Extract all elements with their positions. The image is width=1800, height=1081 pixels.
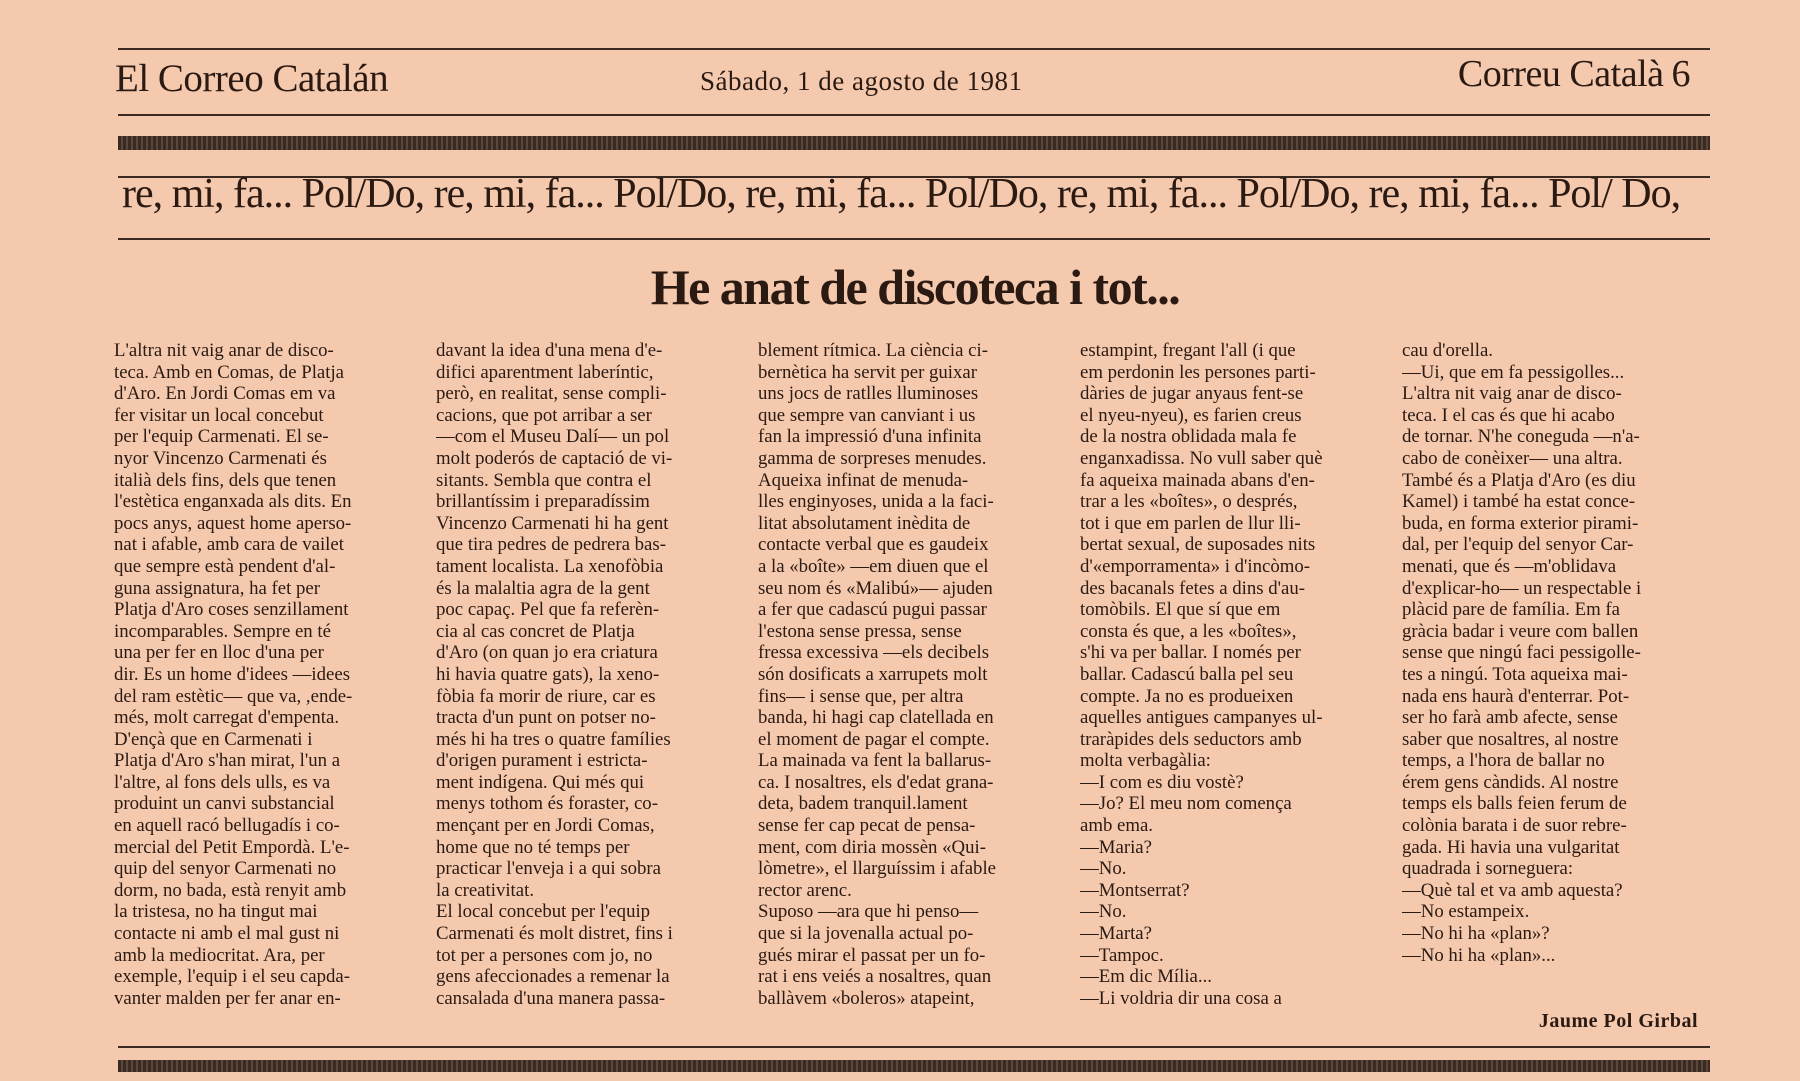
- heavy-rule: [118, 136, 1710, 150]
- bottom-rule: [118, 1046, 1710, 1048]
- article-column: davant la idea d'una mena d'e- difici aparentment laberíntic, però, en realitat, sense compli- cacions, que pot arribar a ser —com el Museu Dalí— un pol molt poderós de captació de vi- sitants. Sembla que contra el brillantíssim i preparadíssim Vincenzo Carmenati hi ha gent que tira pedres de pedrera bas- tament localista. La xenofòbia és la malaltia agra de la gent poc capaç. Pel que fa referèn- cia al cas concret de Platja d'Aro (on quan jo era criatura hi havia quatre gats), la xeno- fòbia fa morir de riure, car es tracta d'un punt on potser no- més hi ha tres o quatre famílies d'origen purament i estricta- ment indígena. Qui més qui menys tothom és foraster, co- mençant per en Jordi Comas, home que no té temps per practicar l'enveja i a qui sobra la creativitat. El local concebut per l'equip Carmenati és molt distret, fins i tot per a persones com jo, no gens afeccionades a remenar la cansalada d'una manera passa-: [436, 340, 673, 1009]
- bottom-heavy-rule: [118, 1060, 1710, 1072]
- article-column: estampint, fregant l'all (i que em perdonin les persones parti- dàries de jugar anyaus fent-se el nyeu-nyeu), es farien creus de la nostra oblidada mala fe enganxadissa. No vull saber què fa aqueixa mainada abans d'en- trar a les «boîtes», o després, tot i que em parlen de llur lli- bertat sexual, de suposades nits d'«emporramenta» i d'incòmo- des bacanals fetes a dins d'au- tomòbils. El que sí que em consta és que, a les «boîtes», s'hi va per ballar. I només per ballar. Cadascú balla pel seu compte. Ja no es produeixen aquelles antigues campanyes ul- traràpides dels seductors amb molta verbagàlia: —I com es diu vostè? —Jo? El meu nom comença amb ema. —Maria? —No. —Montserrat? —No. —Marta? —Tampoc. —Em dic Mília... —Li voldria dir una cosa a: [1080, 340, 1323, 1009]
- author-signature: Jaume Pol Girbal: [1538, 1010, 1698, 1032]
- article-column: L'altra nit vaig anar de disco- teca. Amb en Comas, de Platja d'Aro. En Jordi Comas em va fer visitar un local concebut per l'equip Carmenati. El se- nyor Vincenzo Carmenati és italià dels fins, dels que tenen l'estètica enganxada als dits. En pocs anys, aquest home aperso- nat i afable, amb cara de vailet que sempre està pendent d'al- guna assignatura, ha fet per Platja d'Aro coses senzillament incomparables. Sempre en té una per fer en lloc d'una per dir. Es un home d'idees —idees del ram estètic— que va, ,ende- més, molt carregat d'empenta. D'ençà que en Carmenati i Platja d'Aro s'han mirat, l'un a l'altre, al fons dels ulls, es va produint un canvi substancial en aquell racó bellugadís i co- mercial del Petit Empordà. L'e- quip del senyor Carmenati no dorm, no bada, està renyit amb la tristesa, no ha tingut mai contacte ni amb el mal gust ni amb la mediocritat. Ara, per exemple, l'equip i el seu capda- vanter malden per fer anar en-: [114, 340, 353, 1009]
- section-banner: re, mi, fa... Pol/Do, re, mi, fa... Pol/Do, re, mi, fa... Pol/Do, re, mi, fa... Pol/Do, re, mi, fa... Pol/ Do,: [122, 171, 1681, 217]
- section-name: Correu Català: [1457, 53, 1664, 95]
- section-title: [1458, 52, 1690, 96]
- page-number: 6: [1671, 53, 1690, 95]
- masthead: [0, 52, 1800, 102]
- article-column: cau d'orella. —Ui, que em fa pessigolles... L'altra nit vaig anar de disco- teca. I el cas és que hi acabo de tornar. N'he coneguda —n'a- cabo de conèixer— una altra. També és a Platja d'Aro (es diu Kamel) i també ha estat conce- buda, en forma exterior pirami- dal, per l'equip del senyor Car- menati, que és —m'oblidava d'explicar-ho— un respectable i plàcid pare de família. Em fa gràcia badar i veure com ballen sense que ningú faci pessigolle- tes a ningú. Tota aqueixa mai- nada ens haurà d'enterrar. Pot- ser ho farà amb afecte, sense saber que nosaltres, al nostre temps, a l'hora de ballar no érem gens càndids. Al nostre temps els balls feien ferum de colònia barata i de suor rebre- gada. Hi havia una vulgaritat quadrada i sorneguera: —Què tal et va amb aquesta? —No estampeix. —No hi ha «plan»? —No hi ha «plan»...: [1402, 340, 1642, 966]
- article-column: blement rítmica. La ciència ci- bernètica ha servit per guixar uns jocs de ratlles lluminoses que sempre van canviant i us fan la impressió d'una infinita gamma de sorpreses menudes. Aqueixa infinat de menuda- lles enginyoses, unida a la faci- litat absolutament inèdita de contacte verbal que es gaudeix a la «boîte» —em diuen que el seu nom és «Malibú»— ajuden a fer que cadascú pugui passar l'estona sense pressa, sense fressa excessiva —els decibels són dosificats a xarrupets molt fins— i sense que, per altra banda, hi hagi cap clatellada en el moment de pagar el compte. La mainada va fent la ballarus- ca. I nosaltres, els d'edat grana- deta, badem tranquil.lament sense fer cap pecat de pensa- ment, com diria mossèn «Qui- lòmetre», el llarguíssim i afable rector arenc. Suposo —ara que hi penso— que si la jovenalla actual po- gués mirar el passat per un fo- rat i ens veiés a nosaltres, quan ballàvem «boleros» atapeint,: [758, 340, 997, 1009]
- article-headline: He anat de discoteca i tot...: [650, 259, 1180, 315]
- issue-date: Sábado, 1 de agosto de 1981: [700, 66, 1023, 96]
- top-rule: [118, 48, 1710, 50]
- newspaper-title: El Correo Catalán: [115, 57, 389, 100]
- article-body: [114, 340, 1708, 1028]
- masthead-rule: [118, 114, 1710, 116]
- banner-bottom-rule: [118, 238, 1710, 240]
